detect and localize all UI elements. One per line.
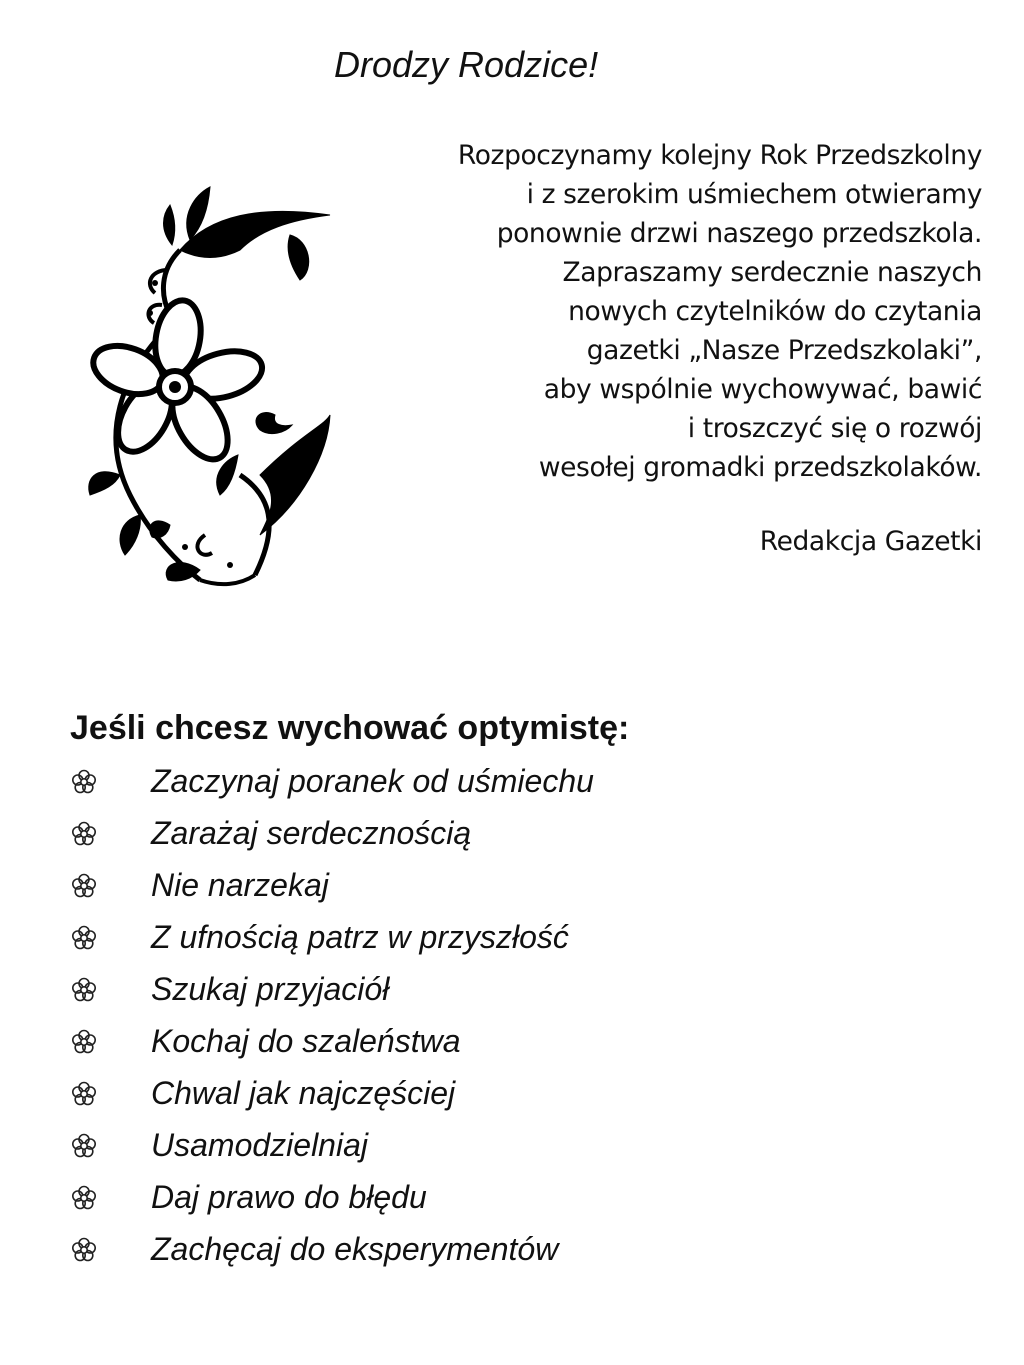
intro-line: Zapraszamy serdecznie naszych [562,257,982,288]
optimist-heading: Jeśli chcesz wychować optymistę: [70,709,630,747]
flower-bullet-icon [70,872,98,900]
tip-text: Daj prawo do błędu [151,1179,427,1215]
flower-bullet-icon [70,1132,98,1160]
tip-text: Kochaj do szaleństwa [151,1023,461,1059]
flower-bullet-icon [70,1236,98,1264]
intro-line: ponownie drzwi naszego przedszkola. [496,218,982,249]
tip-text: Zarażaj serdecznością [151,815,472,851]
signature: Redakcja Gazetki [759,526,982,557]
tip-text: Zaczynaj poranek od uśmiechu [151,763,594,799]
flower-bullet-icon [70,1184,98,1212]
intro-line: aby wspólnie wychowywać, bawić [543,374,982,405]
flower-bullet-icon [70,924,98,952]
tip-text: Zachęcaj do eksperymentów [151,1231,559,1267]
intro-line: Rozpoczynamy kolejny Rok Przedszkolny [457,140,982,171]
tip-text: Chwal jak najczęściej [151,1075,456,1111]
intro-line: nowych czytelników do czytania [568,296,982,327]
flower-bullet-icon [70,1080,98,1108]
flower-bullet-icon [70,768,98,796]
flower-bullet-icon [70,976,98,1004]
flower-vine-icon [60,175,360,595]
flower-bullet-icon [70,1028,98,1056]
flower-bullet-icon [70,820,98,848]
intro-line: wesołej gromadki przedszkolaków. [538,452,982,483]
tip-text: Usamodzielniaj [151,1127,368,1163]
intro-line: i troszczyć się o rozwój [687,413,982,444]
tip-text: Nie narzekaj [151,867,329,903]
intro-line: i z szerokim uśmiechem otwieramy [526,179,982,210]
greeting-heading: Drodzy Rodzice! [334,44,599,85]
tip-text: Z ufnością patrz w przyszłość [151,919,569,955]
tip-text: Szukaj przyjaciół [151,971,390,1007]
intro-paragraph [342,136,982,487]
intro-line: gazetki „Nasze Przedszkolaki”, [586,335,982,366]
